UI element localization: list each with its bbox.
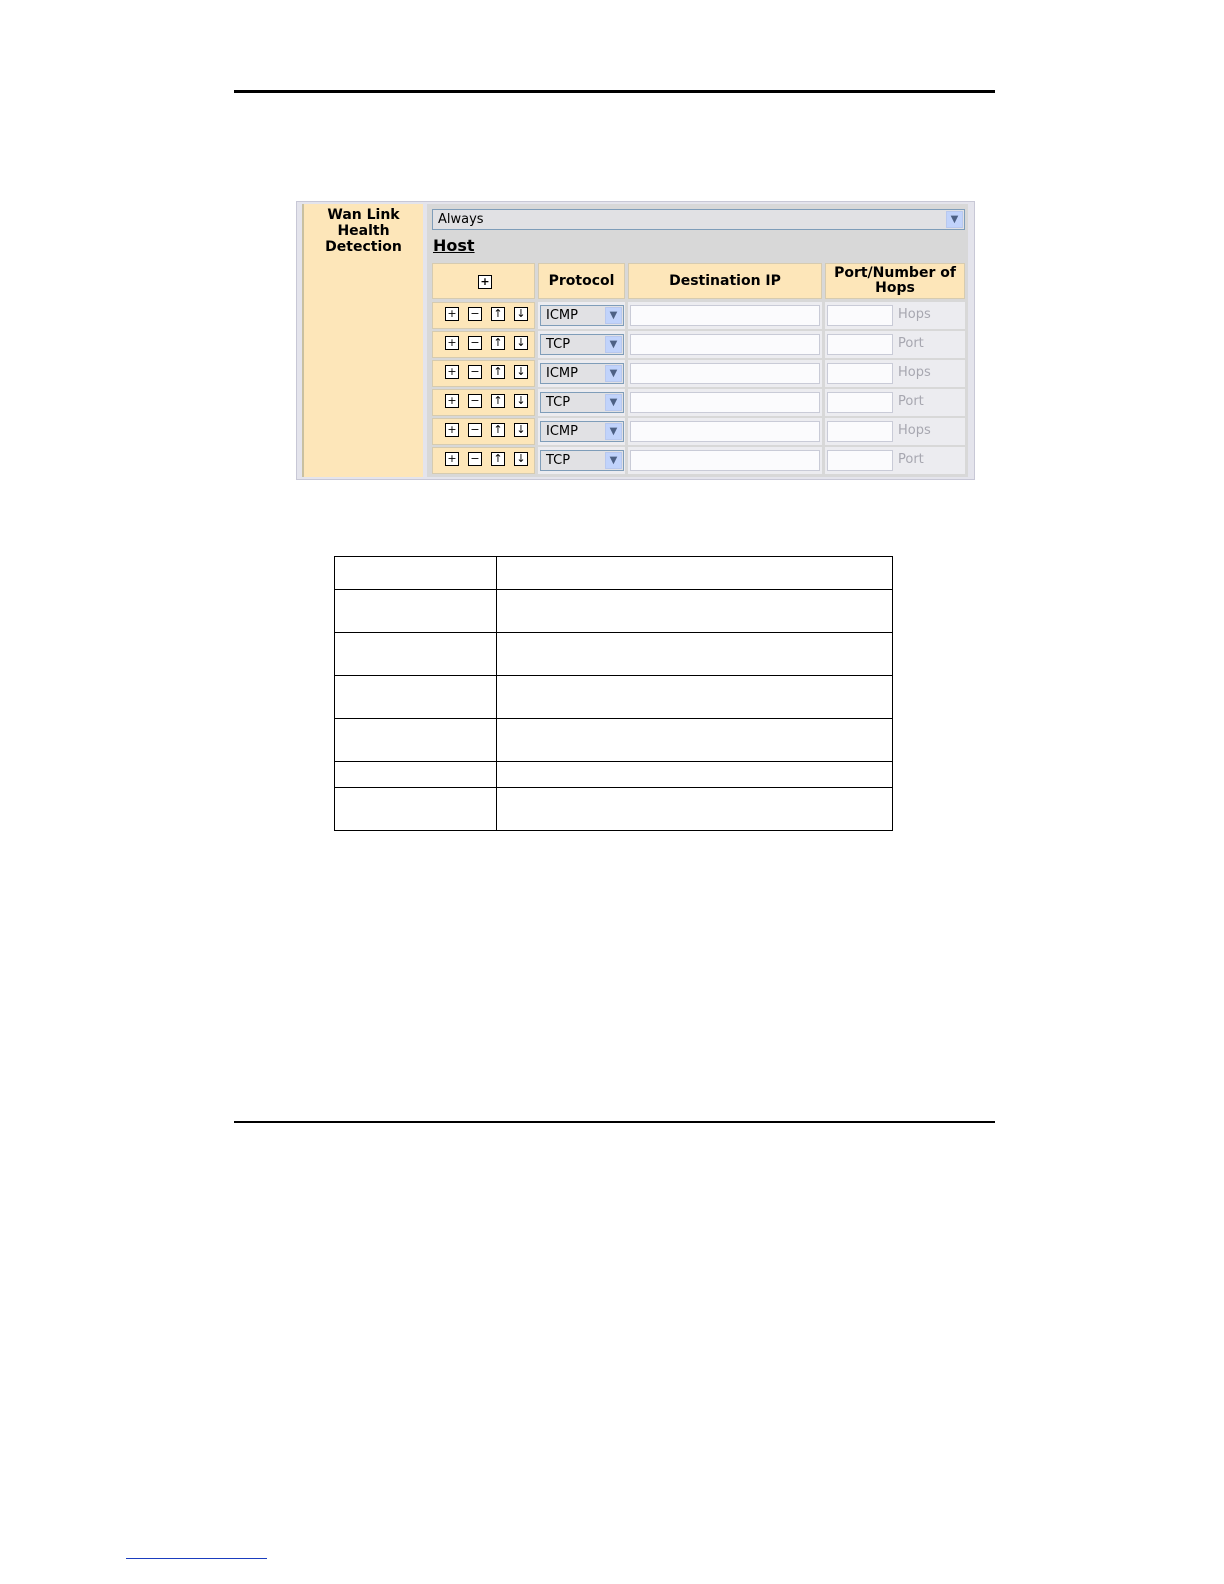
header-rule xyxy=(234,90,995,93)
protocol-cell xyxy=(538,331,625,358)
table-row xyxy=(335,633,893,676)
protocol-value: TCP xyxy=(546,337,571,352)
add-icon[interactable]: + xyxy=(445,336,459,350)
remove-icon[interactable]: − xyxy=(468,452,482,466)
remove-icon[interactable]: − xyxy=(468,307,482,321)
move-up-icon[interactable]: ↑ xyxy=(491,365,505,379)
protocol-cell xyxy=(538,302,625,329)
add-icon[interactable]: + xyxy=(445,423,459,437)
port-hops-input[interactable] xyxy=(827,421,893,442)
protocol-cell xyxy=(538,447,625,474)
port-hops-cell xyxy=(825,389,965,416)
protocol-select[interactable] xyxy=(540,363,624,384)
chevron-down-icon[interactable]: ▼ xyxy=(605,452,622,469)
port-hops-input[interactable] xyxy=(827,305,893,326)
table-cell xyxy=(335,557,497,590)
remove-icon[interactable]: − xyxy=(468,365,482,379)
move-down-icon[interactable]: ↓ xyxy=(514,336,528,350)
row-actions xyxy=(432,302,535,329)
destination-ip-cell xyxy=(628,447,822,474)
unit-label: Port xyxy=(898,336,924,351)
row-actions xyxy=(432,360,535,387)
add-icon[interactable]: + xyxy=(445,365,459,379)
port-hops-input[interactable] xyxy=(827,450,893,471)
row-actions xyxy=(432,331,535,358)
host-row xyxy=(427,418,968,447)
protocol-cell xyxy=(538,360,625,387)
table-cell xyxy=(335,788,497,831)
description-table xyxy=(334,556,893,831)
header-protocol: Protocol xyxy=(538,263,625,299)
port-hops-cell xyxy=(825,331,965,358)
protocol-value: ICMP xyxy=(546,308,578,323)
protocol-select[interactable] xyxy=(540,334,624,355)
footnote-rule xyxy=(126,1558,267,1559)
protocol-value: ICMP xyxy=(546,366,578,381)
table-row xyxy=(335,590,893,633)
chevron-down-icon[interactable]: ▼ xyxy=(605,365,622,382)
host-row xyxy=(427,447,968,476)
host-row xyxy=(427,331,968,360)
chevron-down-icon[interactable]: ▼ xyxy=(605,336,622,353)
move-down-icon[interactable]: ↓ xyxy=(514,307,528,321)
port-hops-input[interactable] xyxy=(827,392,893,413)
protocol-value: TCP xyxy=(546,395,571,410)
host-row xyxy=(427,302,968,331)
footer-rule xyxy=(234,1121,995,1123)
move-up-icon[interactable]: ↑ xyxy=(491,394,505,408)
table-cell xyxy=(497,719,893,762)
protocol-cell xyxy=(538,418,625,445)
row-actions xyxy=(432,447,535,474)
unit-label: Hops xyxy=(898,423,931,438)
protocol-select[interactable] xyxy=(540,305,624,326)
port-hops-cell xyxy=(825,418,965,445)
detection-mode-value: Always xyxy=(438,212,484,227)
health-detection-content xyxy=(427,204,968,477)
table-cell xyxy=(497,676,893,719)
protocol-value: ICMP xyxy=(546,424,578,439)
add-icon[interactable]: + xyxy=(445,452,459,466)
destination-ip-input[interactable] xyxy=(630,305,820,326)
table-cell xyxy=(497,633,893,676)
add-icon[interactable]: + xyxy=(445,394,459,408)
destination-ip-cell xyxy=(628,331,822,358)
wan-link-health-panel xyxy=(296,201,975,480)
table-cell xyxy=(335,676,497,719)
remove-icon[interactable]: − xyxy=(468,423,482,437)
header-port-hops: Port/Number of Hops xyxy=(825,263,965,299)
port-hops-cell xyxy=(825,360,965,387)
move-down-icon[interactable]: ↓ xyxy=(514,394,528,408)
destination-ip-input[interactable] xyxy=(630,421,820,442)
host-row xyxy=(427,360,968,389)
add-row-icon[interactable]: + xyxy=(478,275,492,289)
move-down-icon[interactable]: ↓ xyxy=(514,452,528,466)
protocol-select[interactable] xyxy=(540,421,624,442)
remove-icon[interactable]: − xyxy=(468,394,482,408)
move-up-icon[interactable]: ↑ xyxy=(491,307,505,321)
destination-ip-cell xyxy=(628,418,822,445)
destination-ip-input[interactable] xyxy=(630,334,820,355)
table-cell xyxy=(335,590,497,633)
unit-label: Port xyxy=(898,452,924,467)
chevron-down-icon[interactable]: ▼ xyxy=(946,211,963,228)
port-hops-input[interactable] xyxy=(827,334,893,355)
table-cell xyxy=(497,762,893,788)
table-row xyxy=(335,557,893,590)
protocol-select[interactable] xyxy=(540,392,624,413)
remove-icon[interactable]: − xyxy=(468,336,482,350)
host-title: Host xyxy=(433,236,475,255)
table-row xyxy=(335,719,893,762)
protocol-select[interactable] xyxy=(540,450,624,471)
unit-label: Hops xyxy=(898,307,931,322)
table-cell xyxy=(497,788,893,831)
unit-label: Hops xyxy=(898,365,931,380)
table-cell xyxy=(497,590,893,633)
destination-ip-cell xyxy=(628,302,822,329)
chevron-down-icon[interactable]: ▼ xyxy=(605,423,622,440)
table-row xyxy=(335,676,893,719)
port-hops-cell xyxy=(825,302,965,329)
destination-ip-input[interactable] xyxy=(630,363,820,384)
row-actions xyxy=(432,418,535,445)
header-destination-ip: Destination IP xyxy=(628,263,822,299)
table-cell xyxy=(335,633,497,676)
row-actions xyxy=(432,389,535,416)
protocol-cell xyxy=(538,389,625,416)
table-cell xyxy=(497,557,893,590)
destination-ip-input[interactable] xyxy=(630,450,820,471)
wan-link-health-label: Wan Link Health Detection xyxy=(302,204,423,477)
chevron-down-icon[interactable]: ▼ xyxy=(605,307,622,324)
move-up-icon[interactable]: ↑ xyxy=(491,336,505,350)
unit-label: Port xyxy=(898,394,924,409)
header-add-cell xyxy=(432,263,535,299)
table-cell xyxy=(335,719,497,762)
destination-ip-cell xyxy=(628,360,822,387)
port-hops-input[interactable] xyxy=(827,363,893,384)
host-row xyxy=(427,389,968,418)
protocol-value: TCP xyxy=(546,453,571,468)
move-up-icon[interactable]: ↑ xyxy=(491,423,505,437)
add-icon[interactable]: + xyxy=(445,307,459,321)
port-hops-cell xyxy=(825,447,965,474)
move-down-icon[interactable]: ↓ xyxy=(514,423,528,437)
chevron-down-icon[interactable]: ▼ xyxy=(605,394,622,411)
detection-mode-select[interactable] xyxy=(432,209,965,230)
move-down-icon[interactable]: ↓ xyxy=(514,365,528,379)
destination-ip-input[interactable] xyxy=(630,392,820,413)
move-up-icon[interactable]: ↑ xyxy=(491,452,505,466)
destination-ip-cell xyxy=(628,389,822,416)
table-row xyxy=(335,762,893,788)
table-cell xyxy=(335,762,497,788)
table-row xyxy=(335,788,893,831)
